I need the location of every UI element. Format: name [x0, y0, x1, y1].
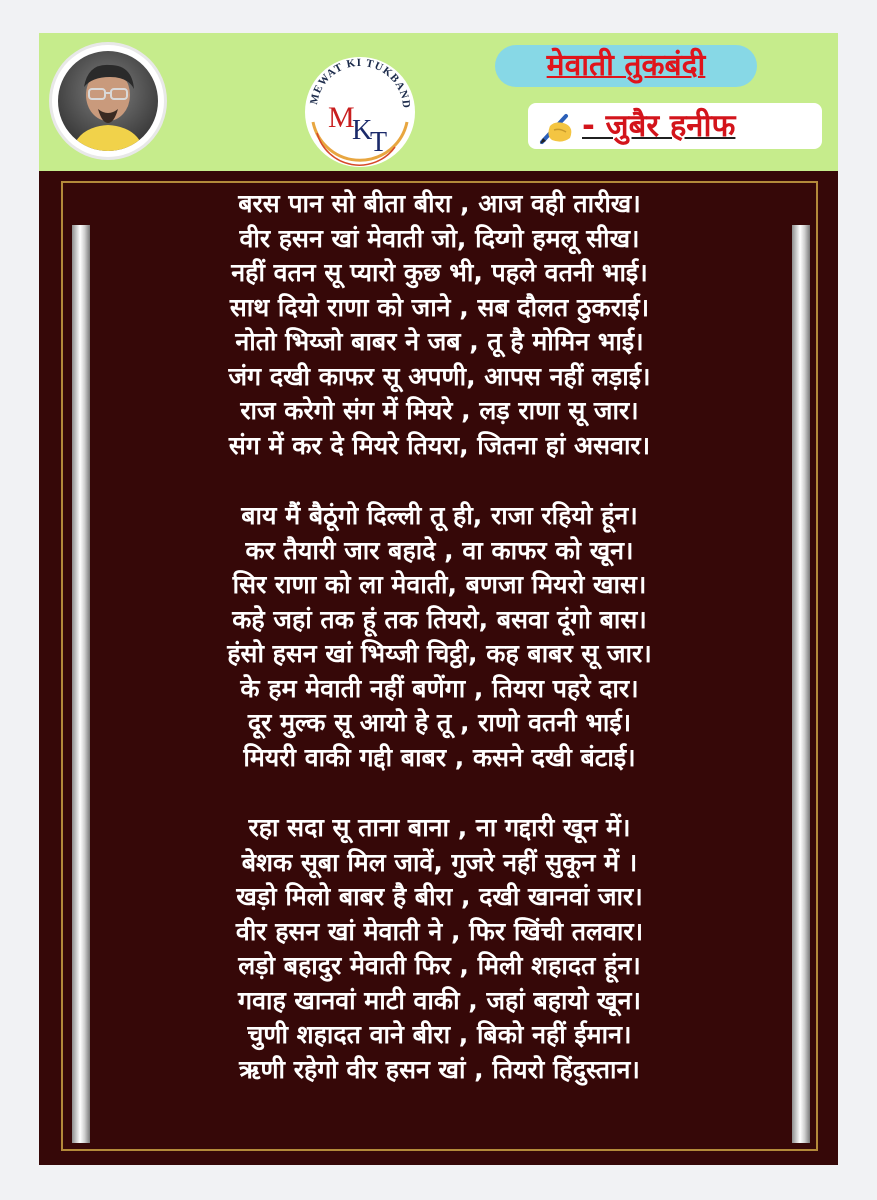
poem-line: सिर राणा को ला मेवाती, बणजा मियरो खास।: [232, 570, 647, 599]
right-pillar: [792, 225, 810, 1143]
poem-line: साथ दियो राणा को जाने , सब दौलत ठुकराई।: [229, 292, 650, 322]
author-box: [528, 103, 822, 149]
poem-line: राज करेगो संग में मियरे , लड़ राणा सू जार।: [240, 396, 639, 425]
poem-line: ऋणी रहेगो वीर हसन खां , तियरो हिंदुस्तान।: [239, 1054, 640, 1084]
poem-line: जंग दखी काफर सू अपणी, आपस नहीं लड़ाई।: [228, 361, 651, 391]
poem-frame: [61, 181, 818, 1151]
poem-line: कहे जहां तक हूं तक तियरो, बसवा दूंगो बास।: [232, 604, 647, 634]
poem-line: वीर हसन खां मेवाती ने , फिर खिंची तलवार।: [235, 916, 644, 946]
poem-line: खड़ो मिलो बाबर है बीरा , दखी खानवां जार।: [236, 882, 643, 911]
logo-arc-text: MEWAT KI TUKBAND: [308, 56, 413, 110]
poem-line: के हम मेवाती नहीं बणेंगा , तियरा पहरे दार।: [240, 673, 639, 703]
writing-hand-icon: [536, 110, 576, 146]
page-title: मेवाती तुकबंदी: [546, 48, 706, 83]
poem-line: मियरी वाकी गद्दी बाबर , कसने दखी बंटाई।: [243, 742, 636, 772]
poem-card: [39, 33, 838, 1165]
logo-letter-k: K: [352, 115, 373, 146]
poem-line: बरस पान सो बीता बीरा , आज वही तारीख।: [238, 189, 641, 218]
poem-line: नहीं वतन सू प्यारो कुछ भी, पहले वतनी भाई।: [231, 258, 648, 287]
poem-line: चुणी शहादत वाने बीरा , बिको नहीं ईमान।: [247, 1020, 632, 1049]
poem-line: नोतो भिय्जो बाबर ने जब , तू है मोमिन भाई।: [235, 327, 644, 356]
poem-line: लड़ो बहादुर मेवाती फिर , मिली शहादत हूंन।: [238, 951, 641, 980]
author-name: - जुबैर हनीफ: [582, 108, 736, 144]
poem-line: रहा सदा सू ताना बाना , ना गद्दारी खून में।: [248, 813, 631, 842]
poem-line: बेशक सूबा मिल जावें, गुजरे नहीं सुकून में ।: [241, 847, 638, 877]
poem-line: कर तैयारी जार बहादे , वा काफर को खून।: [245, 535, 634, 565]
mkt-logo: [295, 47, 425, 177]
poem-line: गवाह खानवां माटी वाकी , जहां बहायो खून।: [238, 985, 641, 1015]
header-banner: [39, 33, 838, 171]
poem-line: संग में कर दे मियरे तियरा, जितना हां असवार।: [228, 430, 651, 460]
poem-line: बाय मैं बैठूंगो दिल्ली तू ही, राजा रहियो हूंन।: [241, 501, 638, 530]
profile-photo: [58, 51, 158, 151]
stanza-2: [103, 499, 776, 775]
stanza-3: [103, 811, 776, 1087]
poem-line: दूर मुल्क सू आयो हे तू , राणो वतनी भाई।: [247, 708, 632, 737]
poem-text: [103, 187, 776, 1087]
logo-letter-t: T: [370, 127, 388, 158]
poem-line: हंसो हसन खां भिय्जी चिट्ठी, कह बाबर सू जार।: [227, 639, 652, 668]
logo-letter-m: M: [328, 101, 355, 134]
author-avatar: [52, 45, 164, 157]
stanza-1: [103, 187, 776, 463]
title-pill: [495, 45, 757, 87]
poem-line: वीर हसन खां मेवाती जो, दिय्गो हमलू सीख।: [239, 223, 640, 253]
left-pillar: [72, 225, 90, 1143]
